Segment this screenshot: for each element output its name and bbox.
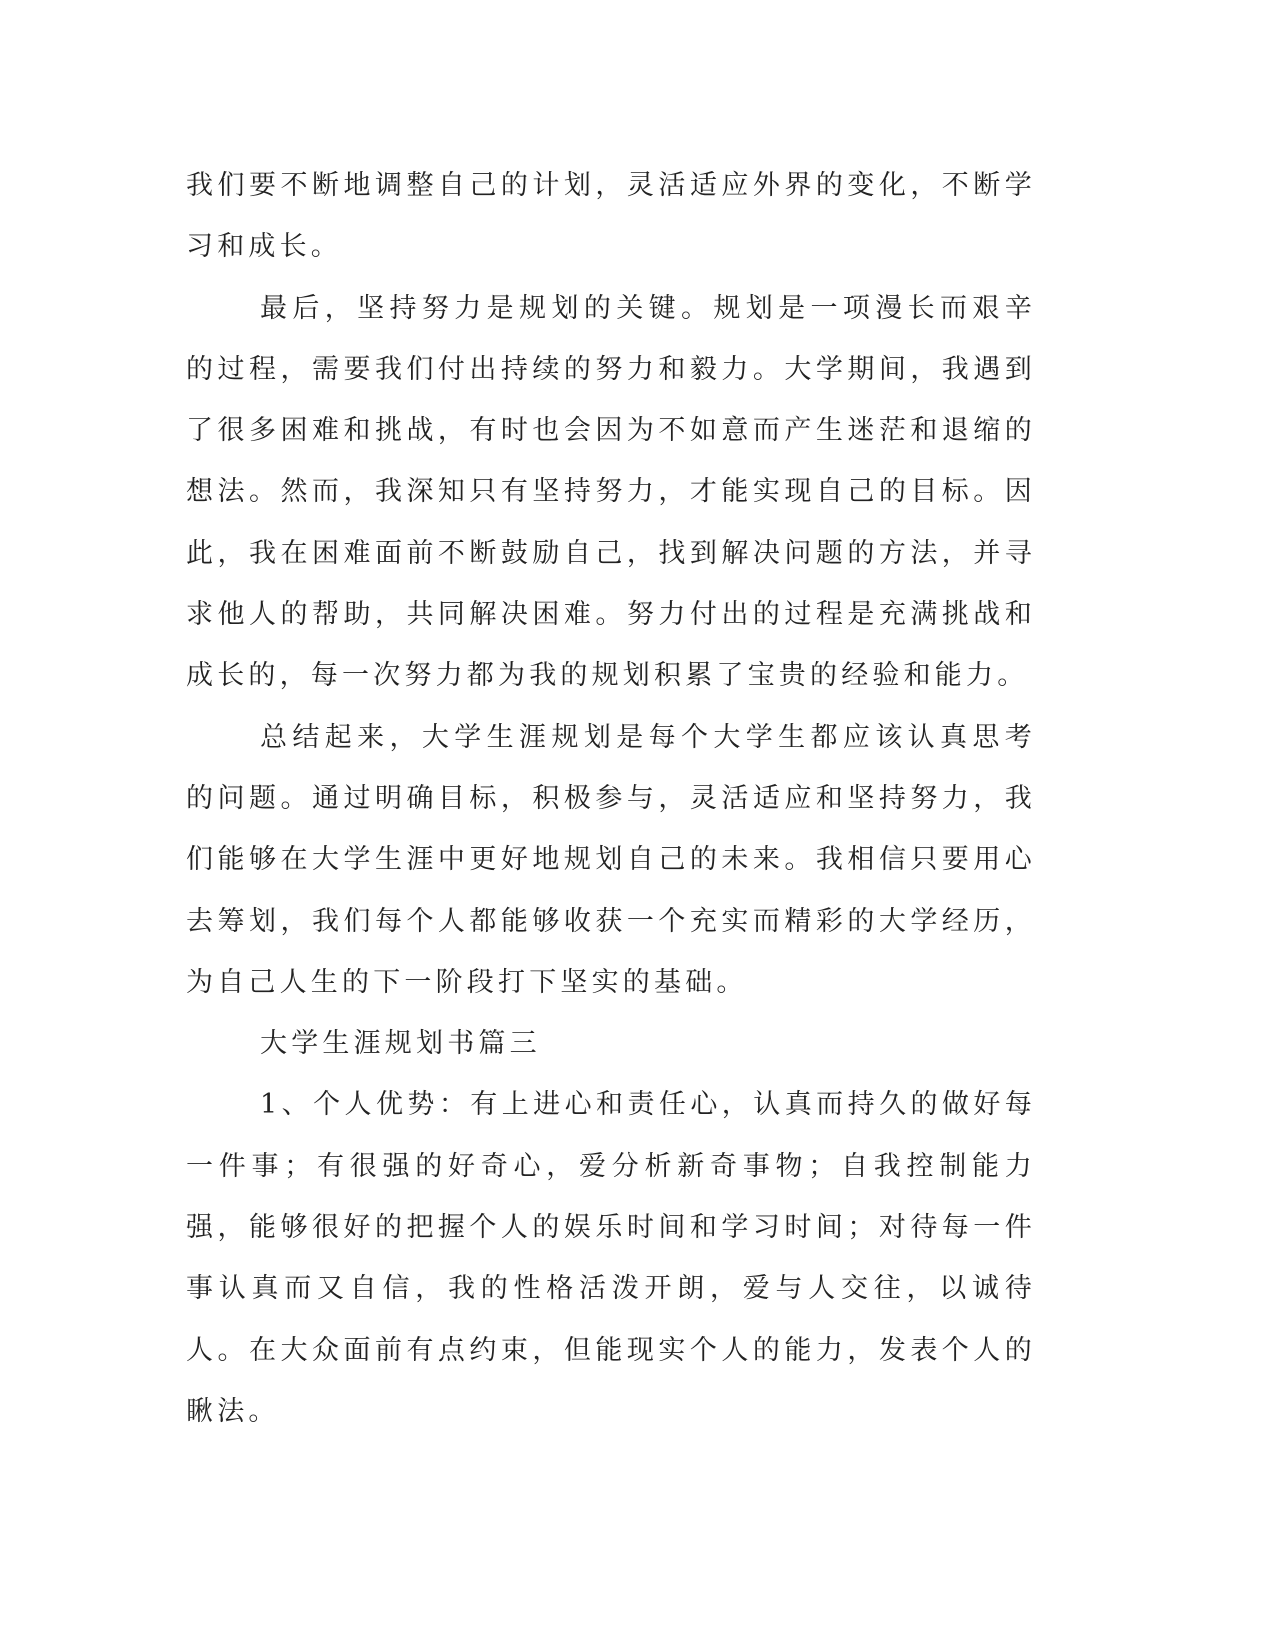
document-body xyxy=(186,155,1036,1442)
paragraph-persistence: 最后，坚持努力是规划的关键。规划是一项漫长而艰辛的过程，需要我们付出持续的努力和毅力。大学期间，我遇到了很多困难和挑战，有时也会因为不如意而产生迷茫和退缩的想法。然而，我深知只有坚持努力，才能实现自己的目标。因此，我在困难面前不断鼓励自己，找到解决问题的方法，并寻求他人的帮助，共同解决困难。努力付出的过程是充满挑战和成长的，每一次努力都为我的规划积累了宝贵的经验和能力。 xyxy=(186,292,1036,692)
paragraph-plan-adjustment: 我们要不断地调整自己的计划，灵活适应外界的变化，不断学习和成长。 xyxy=(186,170,1036,263)
list-item-personal-strengths: 1、个人优势：有上进心和责任心，认真而持久的做好每一件事；有很强的好奇心，爱分析新奇事物；自我控制能力强，能够很好的把握个人的娱乐时间和学习时间；对待每一件事认真而又自信，我的性格活泼开朗，爱与人交往，以诚待人。在大众面前有点约束，但能现实个人的能力，发表个人的瞅法。 xyxy=(186,1089,1036,1427)
paragraph-summary: 总结起来，大学生涯规划是每个大学生都应该认真思考的问题。通过明确目标，积极参与，灵活适应和坚持努力，我们能够在大学生涯中更好地规划自己的未来。我相信只要用心去筹划，我们每个人都能够收获一个充实而精彩的大学经历，为自己人生的下一阶段打下坚实的基础。 xyxy=(186,721,1036,998)
section-heading: 大学生涯规划书篇三 xyxy=(260,1028,541,1060)
